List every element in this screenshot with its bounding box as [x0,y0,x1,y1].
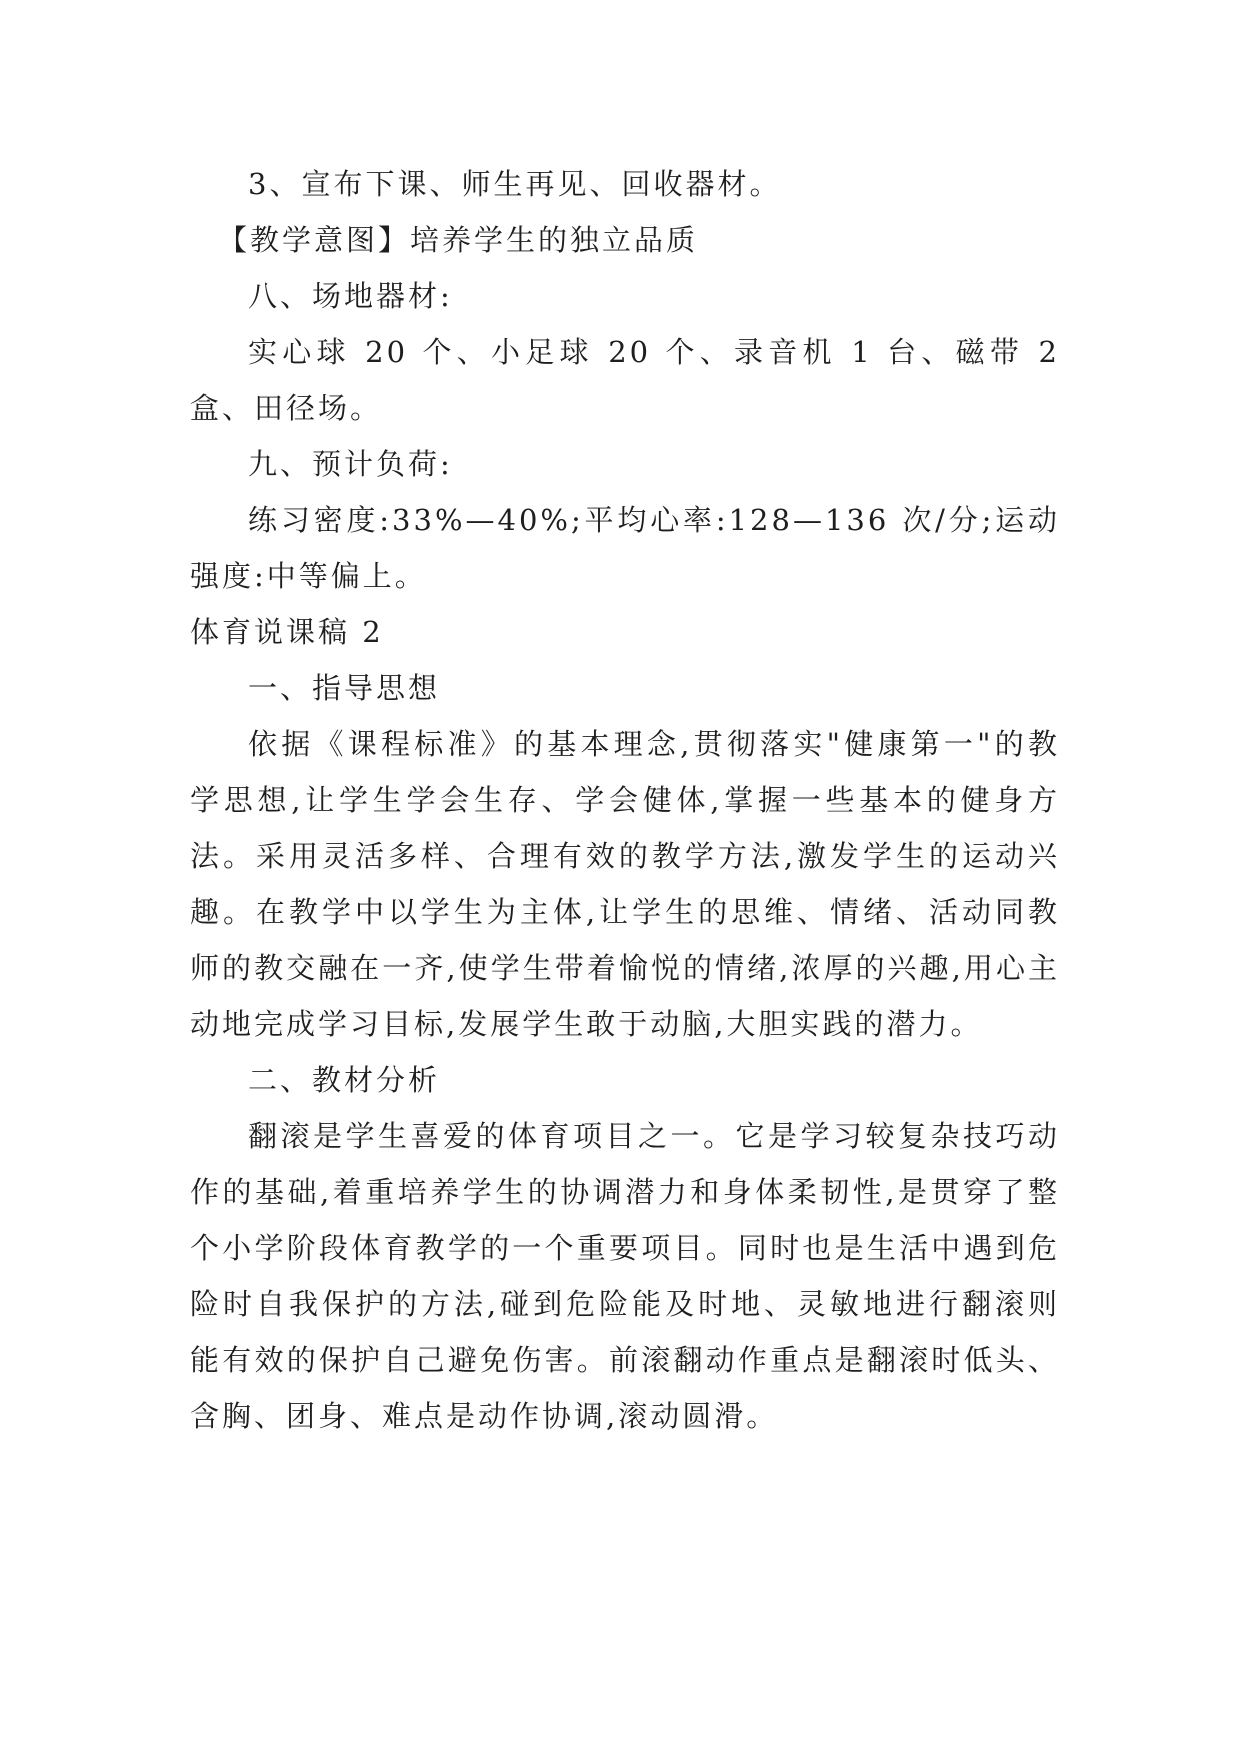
paragraph-load-details: 练习密度:33%—40%;平均心率:128—136 次/分;运动强度:中等偏上。 [190,503,1060,593]
paragraph-teaching-intent: 【教学意图】培养学生的独立品质 [218,223,699,257]
section-heading-guiding-ideology: 一、指导思想 [248,671,441,705]
paragraph-guiding-ideology: 依据《课程标准》的基本理念,贯彻落实"健康第一"的教学思想,让学生学会生存、学会健体,掌握一些基本的健身方法。采用灵活多样、合理有效的教学方法,激发学生的运动兴趣。在教学中以学生为主体,让学生的思维、情绪、活动同教师的教交融在一齐,使学生带着愉悦的情绪,浓厚的兴趣,用心主动地完成学习目标,发展学生敢于动脑,大胆实践的潜力。 [190,727,1060,1041]
document-subtitle: 体育说课稿 2 [190,615,384,649]
section-heading-expected-load: 九、预计负荷: [248,447,453,481]
section-heading-material-analysis: 二、教材分析 [248,1063,441,1097]
section-heading-venue-equipment: 八、场地器材: [248,279,453,313]
paragraph-material-analysis: 翻滚是学生喜爱的体育项目之一。它是学习较复杂技巧动作的基础,着重培养学生的协调潜力和身体柔韧性,是贯穿了整个小学阶段体育教学的一个重要项目。同时也是生活中遇到危险时自我保护的方法,碰到危险能及时地、灵敏地进行翻滚则能有效的保护自己避免伤害。前滚翻动作重点是翻滚时低头、含胸、团身、难点是动作协调,滚动圆滑。 [190,1119,1060,1433]
paragraph-equipment-list: 实心球 20 个、小足球 20 个、录音机 1 台、磁带 2 盒、田径场。 [190,335,1060,425]
paragraph-class-end: 3、宣布下课、师生再见、回收器材。 [248,167,782,201]
document-page [190,156,1060,1444]
